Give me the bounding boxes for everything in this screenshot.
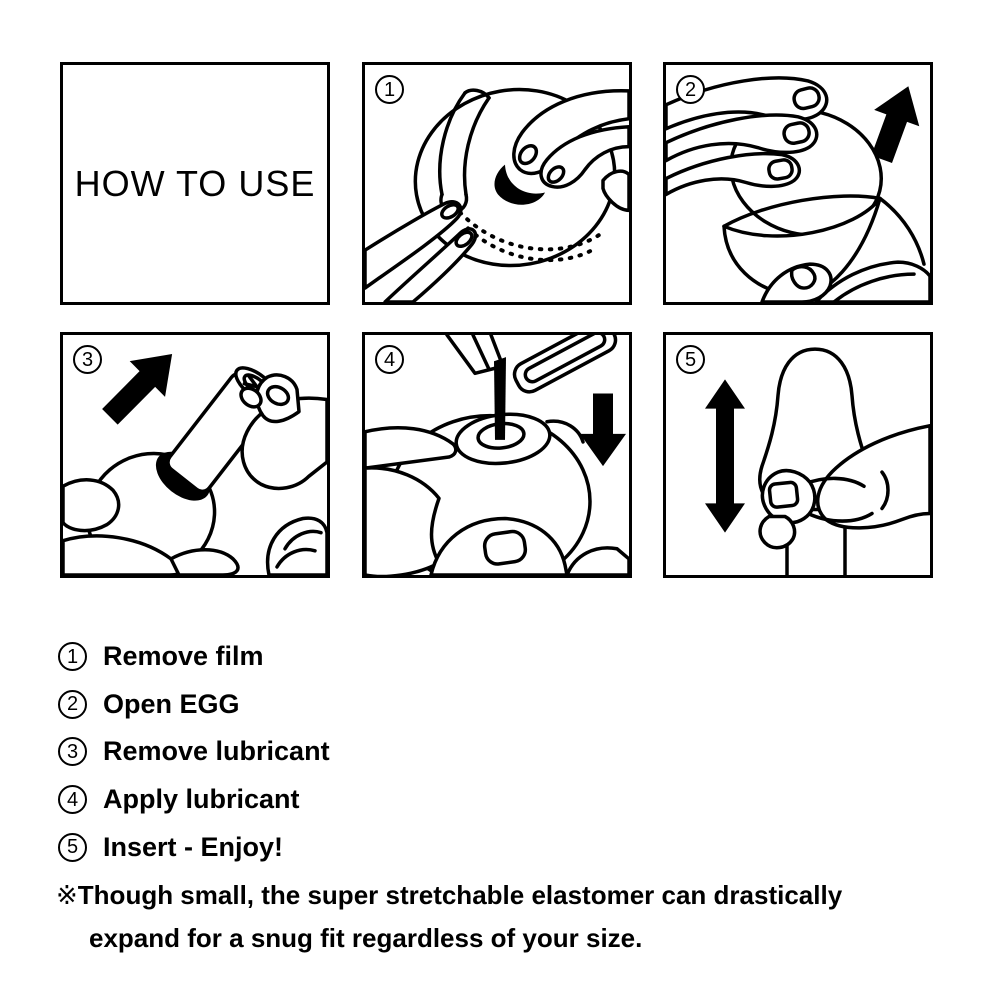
arrow-down-icon bbox=[580, 393, 626, 466]
step-label: Open EGG bbox=[103, 688, 240, 719]
illustration-insert-enjoy bbox=[666, 335, 930, 575]
step-number-badge: 2 bbox=[676, 75, 705, 104]
legend-item-5 bbox=[58, 823, 330, 871]
footnote-text: Though small, the super stretchable elastomer can drastically bbox=[77, 880, 843, 910]
step-number-badge: 3 bbox=[73, 345, 102, 374]
arrow-up-down-icon bbox=[705, 379, 745, 532]
illustration-open-egg bbox=[666, 65, 930, 302]
reference-mark: ※ bbox=[56, 880, 78, 910]
step-label: Insert - Enjoy! bbox=[103, 831, 284, 862]
panel-step-4 bbox=[362, 332, 632, 578]
arrow-up-right-icon bbox=[92, 336, 190, 434]
legend-item-1 bbox=[58, 633, 330, 681]
illustration-remove-film bbox=[365, 65, 629, 302]
step-label: Remove film bbox=[103, 641, 264, 672]
illustration-remove-lubricant bbox=[63, 335, 327, 575]
step-number-badge: 4 bbox=[58, 785, 87, 814]
step-label: Apply lubricant bbox=[103, 784, 300, 815]
illustration-apply-lubricant bbox=[365, 335, 629, 575]
legend-item-3 bbox=[58, 728, 330, 776]
footnote-line-1 bbox=[56, 874, 842, 917]
footnote bbox=[56, 874, 842, 960]
step-number-badge: 4 bbox=[375, 345, 404, 374]
legend-item-4 bbox=[58, 776, 330, 824]
step-number-badge: 5 bbox=[58, 833, 87, 862]
legend-item-2 bbox=[58, 681, 330, 729]
step-number-badge: 1 bbox=[58, 642, 87, 671]
panel-step-3 bbox=[60, 332, 330, 578]
step-number-badge: 5 bbox=[676, 345, 705, 374]
step-label: Remove lubricant bbox=[103, 736, 330, 767]
title-panel bbox=[60, 62, 330, 305]
panel-step-2 bbox=[663, 62, 933, 305]
panel-step-1 bbox=[362, 62, 632, 305]
footnote-line-2: expand for a snug fit regardless of your size. bbox=[89, 923, 643, 953]
panel-step-5 bbox=[663, 332, 933, 578]
steps-legend bbox=[58, 633, 330, 871]
step-number-badge: 3 bbox=[58, 737, 87, 766]
page-title: HOW TO USE bbox=[74, 162, 316, 204]
step-number-badge: 1 bbox=[375, 75, 404, 104]
step-number-badge: 2 bbox=[58, 690, 87, 719]
